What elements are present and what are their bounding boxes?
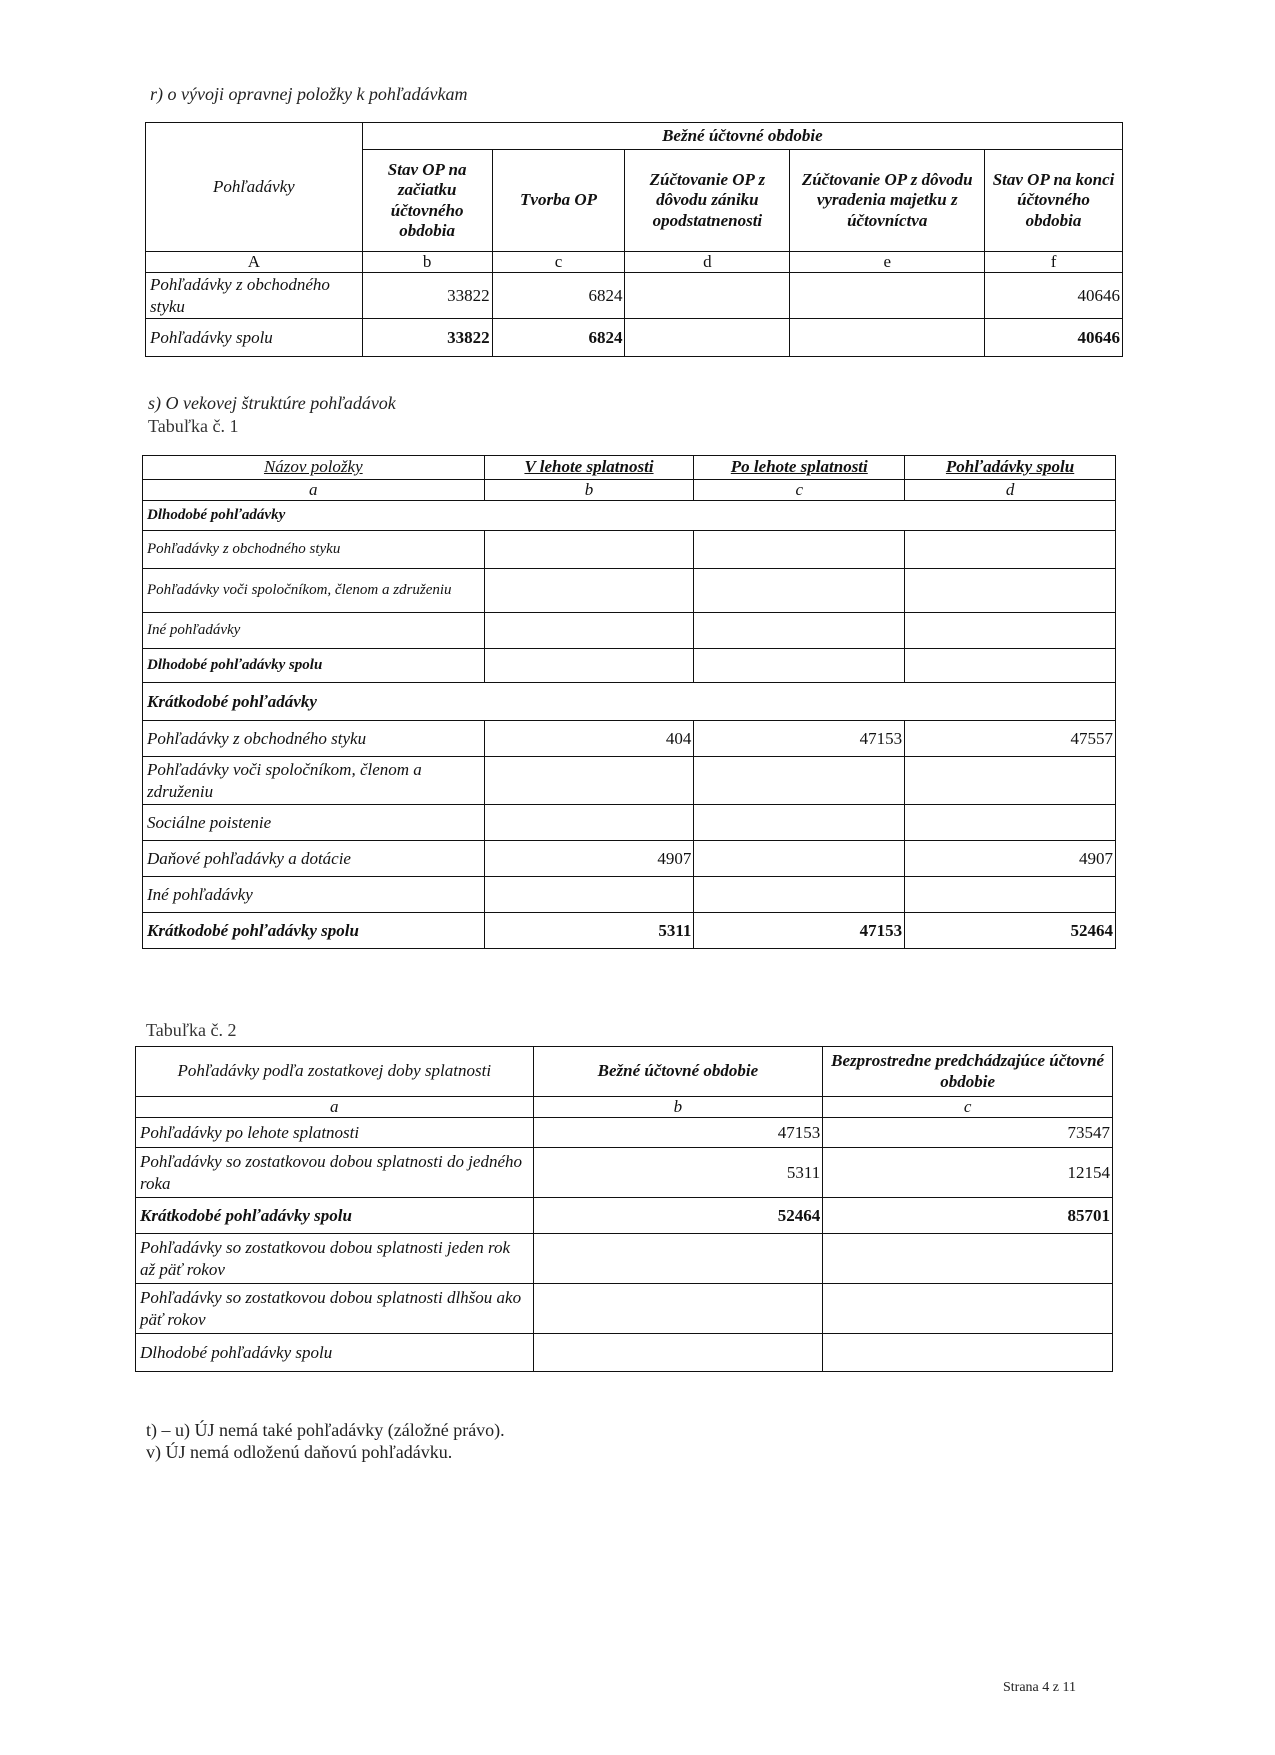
- col-header-current-period: Bežné účtovné obdobie: [533, 1047, 823, 1097]
- cell-c: 73547: [823, 1118, 1113, 1148]
- cell-c: 6824: [492, 273, 625, 319]
- table-remaining-maturity: [135, 1046, 1113, 1372]
- col-header-total: Pohľadávky spolu: [905, 456, 1116, 480]
- cell-b: 5311: [484, 913, 694, 949]
- letter-c: c: [694, 480, 905, 501]
- cell-c: 12154: [823, 1148, 1113, 1198]
- row-label: Krátkodobé pohľadávky spolu: [136, 1198, 534, 1234]
- row-label: Pohľadávky z obchodného styku: [146, 273, 363, 319]
- table-row: [136, 1118, 1113, 1148]
- cell-c: [694, 531, 905, 569]
- row-label: Pohľadávky voči spoločníkom, členom a združeniu: [143, 757, 485, 805]
- letter-e: e: [790, 252, 985, 273]
- table-row-total: [136, 1334, 1113, 1372]
- table-row: [143, 613, 1116, 649]
- table-row: [136, 1148, 1113, 1198]
- table-row: [143, 531, 1116, 569]
- row-label: Iné pohľadávky: [143, 877, 485, 913]
- table-row: [136, 1234, 1113, 1284]
- cell-d: [905, 569, 1116, 613]
- row-label: Pohľadávky so zostatkovou dobou splatnosti dlhšou ako päť rokov: [136, 1284, 534, 1334]
- cell-c: [694, 877, 905, 913]
- cell-b: 404: [484, 721, 694, 757]
- cell-b: [484, 531, 694, 569]
- cell-d: [905, 805, 1116, 841]
- row-label: Pohľadávky voči spoločníkom, členom a združeniu: [143, 569, 485, 613]
- cell-d: [905, 757, 1116, 805]
- table-row-total: [146, 319, 1123, 357]
- cell-c: [694, 613, 905, 649]
- row-label: Pohľadávky spolu: [146, 319, 363, 357]
- cell-b: [533, 1234, 823, 1284]
- row-label: Pohľadávky so zostatkovou dobou splatnosti do jedného roka: [136, 1148, 534, 1198]
- col-header-name: Názov položky: [143, 456, 485, 480]
- table-age-structure: [142, 455, 1116, 949]
- section-label: Krátkodobé pohľadávky: [143, 683, 1116, 721]
- table-row: [143, 721, 1116, 757]
- letter-f: f: [985, 252, 1123, 273]
- cell-c: [694, 805, 905, 841]
- col-header-receivables: Pohľadávky: [146, 123, 363, 252]
- section-label: Dlhodobé pohľadávky: [143, 501, 1116, 531]
- cell-c: 85701: [823, 1198, 1113, 1234]
- cell-d: [625, 319, 790, 357]
- cell-d: 52464: [905, 913, 1116, 949]
- section-r-title: r) o vývoji opravnej položky k pohľadávkam: [150, 84, 468, 104]
- col-header-within-due: V lehote splatnosti: [484, 456, 694, 480]
- col-header-d: Zúčtovanie OP z dôvodu zániku opodstatnenosti: [625, 150, 790, 252]
- table-row: [143, 757, 1116, 805]
- cell-b: [533, 1284, 823, 1334]
- col-header-e: Zúčtovanie OP z dôvodu vyradenia majetku z účtovníctva: [790, 150, 985, 252]
- row-label: Iné pohľadávky: [143, 613, 485, 649]
- table1-label: Tabuľka č. 1: [148, 416, 239, 436]
- table2-label: Tabuľka č. 2: [146, 1020, 237, 1040]
- cell-d: [905, 877, 1116, 913]
- page-number: Strana 4 z 11: [1003, 1680, 1076, 1695]
- table-row-total: [143, 913, 1116, 949]
- cell-c: 47153: [694, 913, 905, 949]
- section-s-title: s) O vekovej štruktúre pohľadávok: [148, 393, 396, 413]
- cell-b: 4907: [484, 841, 694, 877]
- row-label: Pohľadávky z obchodného styku: [143, 531, 485, 569]
- letter-a: a: [136, 1097, 534, 1118]
- table-row-total: [143, 649, 1116, 683]
- cell-d: [905, 531, 1116, 569]
- letter-c: c: [492, 252, 625, 273]
- letters-row: [136, 1097, 1113, 1118]
- table-row: [143, 569, 1116, 613]
- cell-b: [484, 757, 694, 805]
- cell-c: 6824: [492, 319, 625, 357]
- letter-b: b: [533, 1097, 823, 1118]
- cell-b: [484, 569, 694, 613]
- cell-b: [484, 805, 694, 841]
- letter-d: d: [625, 252, 790, 273]
- col-header-previous-period: Bezprostredne predchádzajúce účtovné obdobie: [823, 1047, 1113, 1097]
- cell-c: [823, 1284, 1113, 1334]
- row-label: Krátkodobé pohľadávky spolu: [143, 913, 485, 949]
- cell-c: [823, 1334, 1113, 1372]
- row-label: Daňové pohľadávky a dotácie: [143, 841, 485, 877]
- row-label: Pohľadávky z obchodného styku: [143, 721, 485, 757]
- cell-d: [905, 613, 1116, 649]
- footnote-t-u: t) – u) ÚJ nemá také pohľadávky (záložné právo).: [146, 1420, 505, 1440]
- col-header-past-due: Po lehote splatnosti: [694, 456, 905, 480]
- col-header-f: Stav OP na konci účtovného obdobia: [985, 150, 1123, 252]
- table-row: [136, 1284, 1113, 1334]
- table-row: [146, 273, 1123, 319]
- letter-b: b: [362, 252, 492, 273]
- table-row: [143, 877, 1116, 913]
- cell-b: [484, 613, 694, 649]
- cell-f: 40646: [985, 273, 1123, 319]
- cell-b: [484, 649, 694, 683]
- cell-f: 40646: [985, 319, 1123, 357]
- group-header-current-period: Bežné účtovné obdobie: [362, 123, 1122, 150]
- letters-row: [143, 480, 1116, 501]
- cell-c: [823, 1234, 1113, 1284]
- cell-c: [694, 569, 905, 613]
- cell-b: [484, 877, 694, 913]
- letter-c: c: [823, 1097, 1113, 1118]
- cell-d: 47557: [905, 721, 1116, 757]
- row-label: Dlhodobé pohľadávky spolu: [136, 1334, 534, 1372]
- row-label: Pohľadávky so zostatkovou dobou splatnosti jeden rok až päť rokov: [136, 1234, 534, 1284]
- cell-e: [790, 319, 985, 357]
- cell-b: [533, 1334, 823, 1372]
- letter-a: a: [143, 480, 485, 501]
- table-valuation-allowance: [145, 122, 1123, 357]
- section-row-long-term: [143, 501, 1116, 531]
- cell-e: [790, 273, 985, 319]
- col-header-b: Stav OP na začiatku účtovného obdobia: [362, 150, 492, 252]
- table-row-total: [136, 1198, 1113, 1234]
- col-header-remaining-maturity: Pohľadávky podľa zostatkovej doby splatnosti: [136, 1047, 534, 1097]
- row-label: Sociálne poistenie: [143, 805, 485, 841]
- cell-b: 33822: [362, 319, 492, 357]
- letter-a: A: [146, 252, 363, 273]
- letter-d: d: [905, 480, 1116, 501]
- row-label: Pohľadávky po lehote splatnosti: [136, 1118, 534, 1148]
- cell-c: 47153: [694, 721, 905, 757]
- section-row-short-term: [143, 683, 1116, 721]
- table-row: [143, 805, 1116, 841]
- row-label: Dlhodobé pohľadávky spolu: [143, 649, 485, 683]
- cell-d: 4907: [905, 841, 1116, 877]
- cell-c: [694, 841, 905, 877]
- table-row: [143, 841, 1116, 877]
- cell-d: [905, 649, 1116, 683]
- cell-b: 47153: [533, 1118, 823, 1148]
- letter-b: b: [484, 480, 694, 501]
- cell-d: [625, 273, 790, 319]
- letters-row: [146, 252, 1123, 273]
- cell-c: [694, 649, 905, 683]
- cell-b: 52464: [533, 1198, 823, 1234]
- cell-c: [694, 757, 905, 805]
- cell-b: 5311: [533, 1148, 823, 1198]
- col-header-c: Tvorba OP: [492, 150, 625, 252]
- footnote-v: v) ÚJ nemá odloženú daňovú pohľadávku.: [146, 1442, 453, 1462]
- cell-b: 33822: [362, 273, 492, 319]
